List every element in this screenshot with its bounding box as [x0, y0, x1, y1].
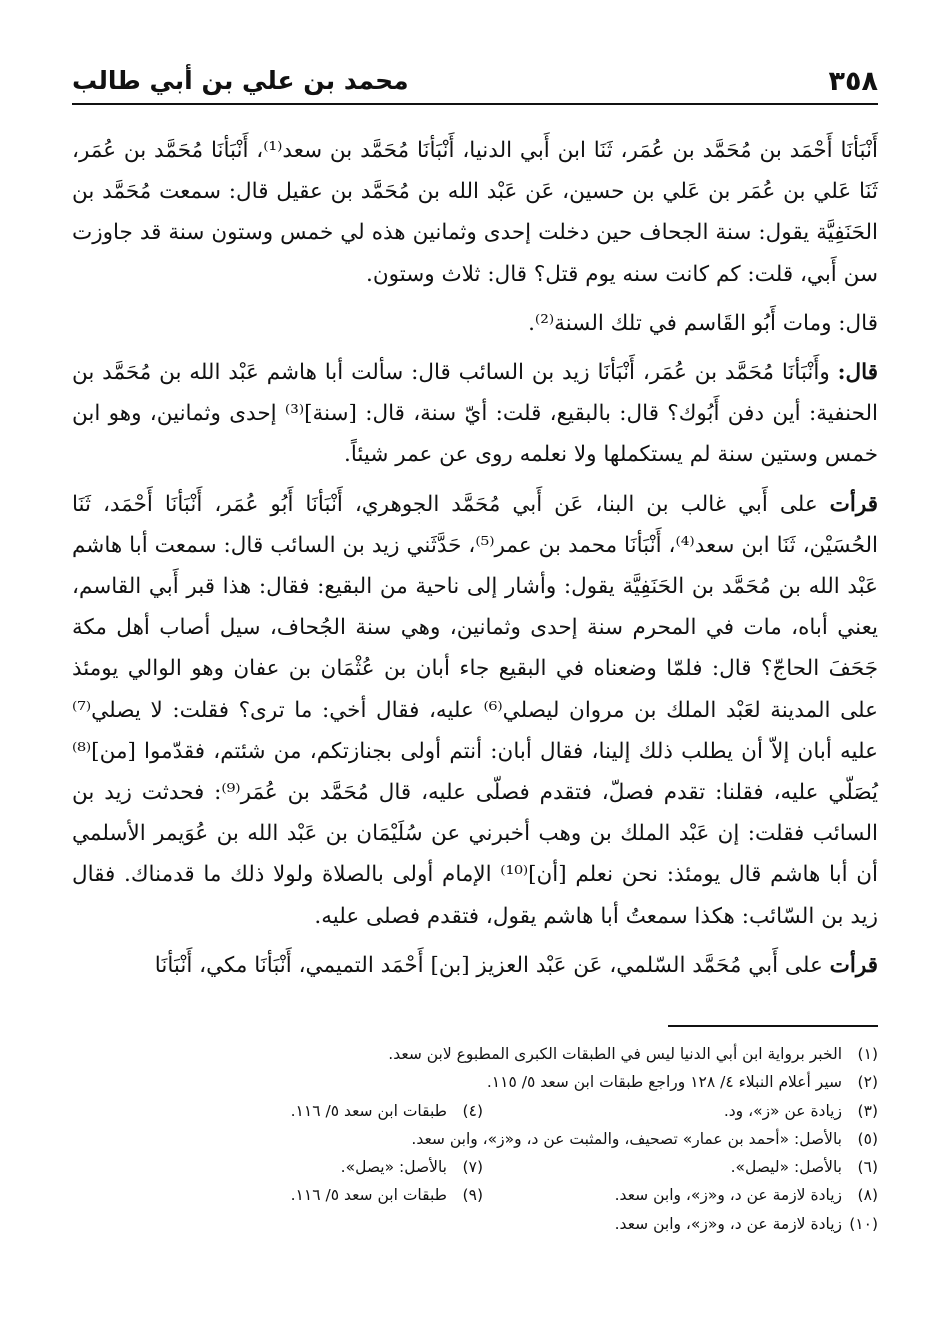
paragraph-lead: قرأت [829, 491, 878, 517]
footnote [615, 1181, 878, 1209]
footnote [731, 1153, 878, 1181]
paragraph-text: وأَنْبَأنَا مُحَمَّد بن عُمَر، أَنْبَأنَا زيد بن السائب قال: سألت أبا هاشم عَبْد الله بن مُحَمَّد بن الحنفية: أين دفن أَبُوك؟ قال: بالبقيع، قلت: أيّ سنة، قال: [سنة]⁽³⁾ إحدى وثمانين، وهو ابن خمس وستين سنة لم يستكملها ولا نعلمه روى عن عمر شيئاً. [72, 360, 878, 468]
page-header [72, 62, 878, 102]
paragraph-text: على أَبي غالب بن البنا، عَن أَبي مُحَمَّد الجوهري، أَنْبَأنَا أَبُو عُمَر، أَنْبَأنَا أَحْمَد، ثَنَا الحُسَيْن، ثَنَا ابن سعد⁽⁴⁾، أَنْبَأنَا محمد بن عمر⁽⁵⁾، حَدَّثَني زيد بن السائب قال: سمعت أبا هاشم عَبْد الله بن مُحَمَّد بن الحَنَفِيَّة يقول: وأشار إلى ناحية من البقيع: فقال: هذا قبر أَبي القاسم، يعني أباه، مات في المحرم سنة إحدى وثمانين، وهي سنة الجُحاف، سيل أصاب أهل مكة جَحَفَ الحاجّ؟ قال: فلمّا وضعناه في البقيع جاء أبان بن عُثْمَان بن عفان وهو الوالي يومئذ على المدينة لعَبْد الملك بن مروان ليصلي⁽⁶⁾ عليه، فقال أخي: ما ترى؟ فقلت: لا يصلي⁽⁷⁾ عليه أبان إلاّ أن يطلب ذلك إلينا، فقال أبان: أنتم أولى بجنازتكم، من شئتم، فقدّموا [من]⁽⁸⁾ يُصَلّي عليه، فقلنا: تقدم فصلّ، فتقدم فصلّى عليه، قال مُحَمَّد بن عُمَر⁽⁹⁾: فحدثت زيد بن السائب فقلت: إن عَبْد الملك بن وهب أخبرني عن سُلَيْمَان بن عَبْد الله بن عُوَيمر الأسلمي أن أبا هاشم قال يومئذ: نحن نعلم [أن]⁽¹⁰⁾ الإمام أولى بالصلاة ولولا ذلك ما قدمناك. فقال زيد بن السّائب: هكذا سمعتُ أبا هاشم يقول، فتقدم فصلى عليه. [72, 491, 878, 929]
footnote-text: زيادة لازمة عن د، و«ز»، وابن سعد. [614, 1214, 842, 1233]
footnote [291, 1097, 483, 1125]
footnote-text: زيادة عن «ز»، ود. [723, 1101, 842, 1120]
paragraph-lead: قرأت [829, 952, 878, 978]
footnote-row [72, 1210, 878, 1238]
footnote-text: الخبر برواية ابن أبي الدنيا ليس في الطبقات الكبرى المطبوع لابن سعد. [388, 1045, 842, 1063]
footnote-row [72, 1040, 878, 1068]
footnote-number: (٥) [857, 1129, 878, 1148]
paragraph [72, 352, 878, 476]
footnote-row [72, 1181, 878, 1209]
footnote-number: (٣) [857, 1101, 878, 1120]
header-divider [72, 103, 878, 105]
footnote-text: زيادة لازمة عن د، و«ز»، وابن سعد. [614, 1186, 842, 1205]
footnote-row [72, 1097, 878, 1125]
footnote-text: بالأصل: «ليصل». [730, 1158, 842, 1177]
paragraph [72, 484, 878, 937]
paragraph-text: قال: ومات أَبُو القَاسم في تلك السنة⁽²⁾. [528, 310, 878, 336]
footnote [388, 1040, 878, 1068]
footnote-number: (٩) [462, 1186, 483, 1205]
footnote-text: طبقات ابن سعد ٥/ ١١٦. [290, 1101, 447, 1120]
footnote-row [72, 1068, 878, 1096]
footnote-text: بالأصل: «يصل». [340, 1158, 447, 1177]
footnote [411, 1125, 878, 1153]
paragraph [72, 303, 878, 344]
footnote-number: (١٠) [849, 1214, 878, 1233]
footnote-divider [668, 1025, 878, 1027]
paragraph [72, 945, 878, 986]
footnote [291, 1181, 483, 1209]
footnote-number: (٧) [462, 1158, 483, 1177]
paragraph-text: على أَبي مُحَمَّد السّلمي، عَن عَبْد العزيز [بن] أَحْمَد التميمي، أَنْبَأنَا مكي، أَنْبَأنَا [154, 952, 830, 978]
footnote [724, 1097, 878, 1125]
footnote [341, 1153, 483, 1181]
running-title: محمد بن علي بن أبي طالب [72, 66, 409, 95]
footnote [487, 1068, 878, 1096]
main-text [72, 130, 878, 986]
footnote-text: طبقات ابن سعد ٥/ ١١٦. [290, 1186, 447, 1205]
page-number: ٣٥٨ [828, 66, 878, 97]
footnote-text: سير أعلام النبلاء ٤/ ١٢٨ وراجع طبقات ابن سعد ٥/ ١١٥. [486, 1073, 842, 1092]
footnote-number: (٢) [857, 1073, 878, 1092]
footnote-number: (٦) [857, 1158, 878, 1177]
footnote-row [72, 1153, 878, 1181]
paragraph [72, 130, 878, 295]
footnote-number: (١) [857, 1045, 878, 1063]
footnote-row [72, 1125, 878, 1153]
paragraph-text: أَنْبَأنَا أَحْمَد بن مُحَمَّد بن عُمَر، ثَنَا ابن أَبي الدنيا، أَنْبَأنَا مُحَمَّد بن سعد⁽¹⁾، أَنْبَأنَا مُحَمَّد بن عُمَر، ثَنَا عَلي بن عُمَر بن عَلي بن حسين، عَن عَبْد الله بن مُحَمَّد بن عقيل قال: سمعت مُحَمَّد بن الحَنَفِيَّة يقول: سنة الجحاف حين دخلت إحدى وثمانين هذه لي خمس وستون سنة قد جاوزت سن أَبي، قلت: كم كانت سنه يوم قتل؟ قال: ثلاث وستون. [72, 138, 878, 287]
footnote-text: بالأصل: «أحمد بن عمار» تصحيف، والمثبت عن د، و«ز»، وابن سعد. [411, 1129, 842, 1148]
footnote-number: (٤) [462, 1101, 483, 1120]
footnotes [72, 1040, 878, 1238]
footnote [615, 1210, 878, 1238]
footnote-number: (٨) [857, 1186, 878, 1205]
paragraph-lead: قال: [837, 360, 878, 386]
